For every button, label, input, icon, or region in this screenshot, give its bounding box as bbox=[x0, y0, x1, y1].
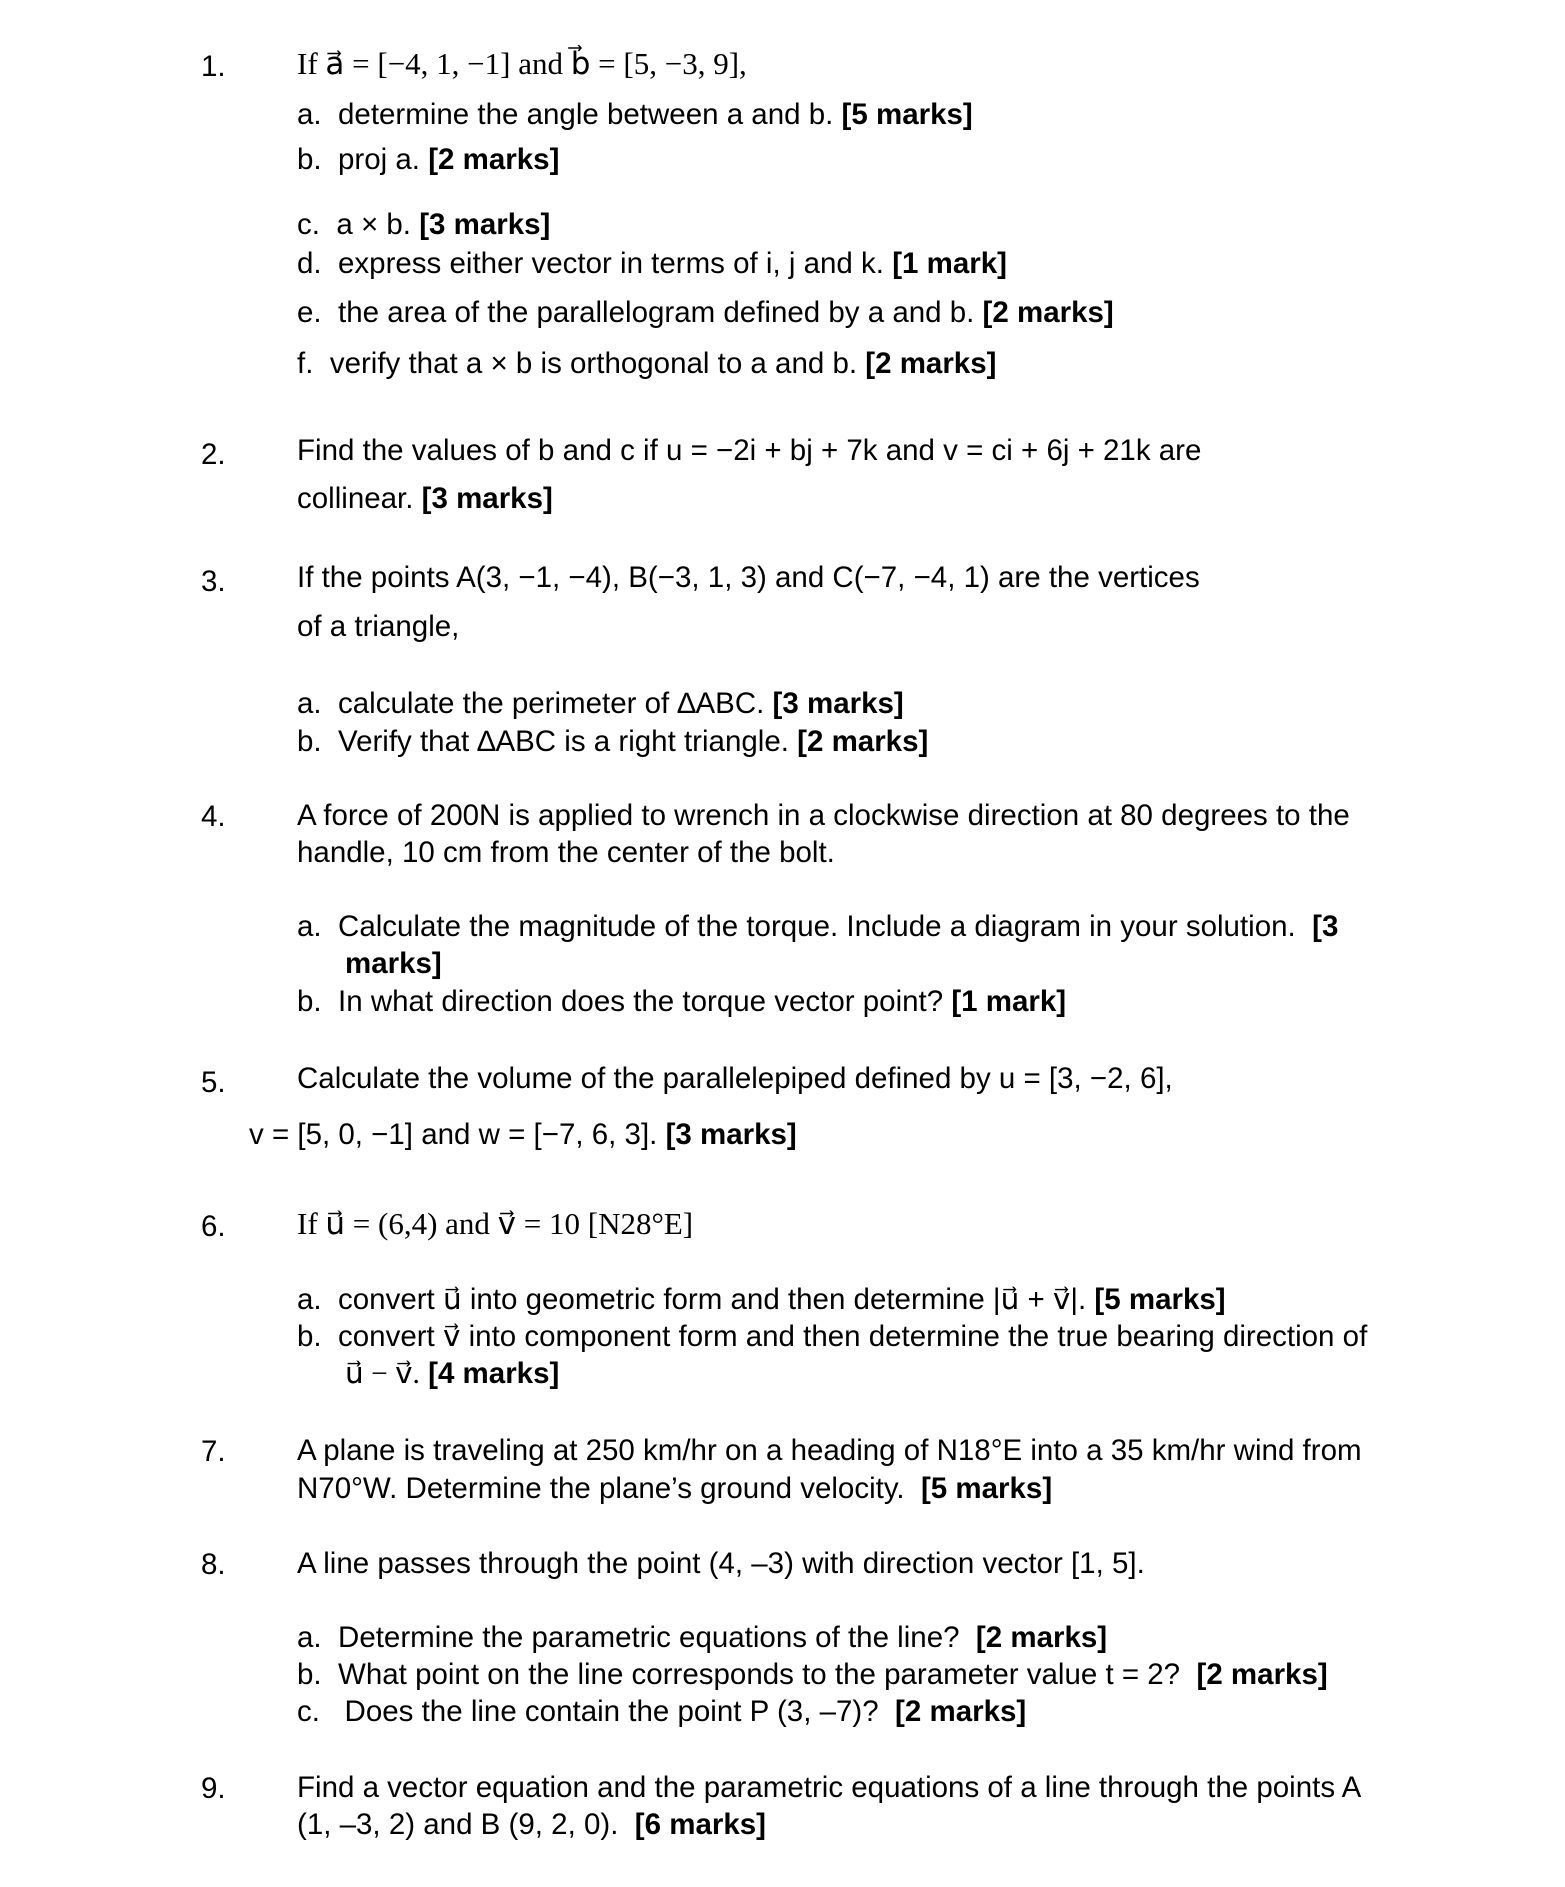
q1-part-d: d. express either vector in terms of i, j and k. [1 mark] bbox=[297, 247, 1007, 280]
q8-part-a: a. Determine the parametric equations of the line? [2 marks] bbox=[297, 1621, 1108, 1654]
q8-number: 8. bbox=[201, 1548, 226, 1581]
q4-part-b: b. In what direction does the torque vector point? [1 mark] bbox=[297, 985, 1067, 1018]
q1-part-f: f. verify that a × b is orthogonal to a and b. [2 marks] bbox=[297, 347, 997, 380]
q9-line2: (1, –3, 2) and B (9, 2, 0). [6 marks] bbox=[297, 1808, 766, 1841]
q1-number: 1. bbox=[201, 50, 226, 83]
q6-intro: If u⃗ = (6,4) and v⃗ = 10 [N28°E] bbox=[297, 1206, 694, 1241]
q2-number: 2. bbox=[201, 438, 226, 471]
q1-part-b: b. proj a. [2 marks] bbox=[297, 143, 560, 176]
q7-line2: N70°W. Determine the plane’s ground velocity. [5 marks] bbox=[297, 1472, 1053, 1505]
q9-number: 9. bbox=[201, 1772, 226, 1805]
q1-part-c: c. a × b. [3 marks] bbox=[297, 208, 551, 241]
q5-line2: v = [5, 0, −1] and w = [−7, 6, 3]. [3 marks] bbox=[249, 1118, 797, 1151]
q4-line2: handle, 10 cm from the center of the bolt. bbox=[297, 836, 835, 869]
q2-line2: collinear. [3 marks] bbox=[297, 482, 553, 515]
q9-line1: Find a vector equation and the parametric equations of a line through the points A bbox=[297, 1771, 1362, 1804]
q8-line1: A line passes through the point (4, –3) with direction vector [1, 5]. bbox=[297, 1547, 1145, 1580]
q3-line2: of a triangle, bbox=[297, 610, 460, 643]
q8-part-c: c. Does the line contain the point P (3, –7)? [2 marks] bbox=[297, 1695, 1027, 1728]
q5-number: 5. bbox=[201, 1066, 226, 1099]
q2-line1: Find the values of b and c if u = −2i + bj + 7k and v = ci + 6j + 21k are bbox=[297, 434, 1202, 467]
q3-number: 3. bbox=[201, 565, 226, 598]
q3-part-a: a. calculate the perimeter of ∆ABC. [3 marks] bbox=[297, 687, 904, 720]
q1-part-e: e. the area of the parallelogram defined by a and b. [2 marks] bbox=[297, 296, 1114, 329]
q1-intro: If a⃗ = [−4, 1, −1] and b⃗ = [5, −3, 9], bbox=[297, 46, 747, 81]
q1-part-a: a. determine the angle between a and b. [5 marks] bbox=[297, 98, 973, 131]
q5-line1: Calculate the volume of the parallelepiped defined by u = [3, −2, 6], bbox=[297, 1062, 1173, 1095]
q7-line1: A plane is traveling at 250 km/hr on a heading of N18°E into a 35 km/hr wind from bbox=[297, 1434, 1362, 1467]
q3-part-b: b. Verify that ∆ABC is a right triangle. [2 marks] bbox=[297, 725, 929, 758]
q6-part-b-cont: u⃗ − v⃗. [4 marks] bbox=[345, 1357, 560, 1390]
q3-line1: If the points A(3, −1, −4), B(−3, 1, 3) and C(−7, −4, 1) are the vertices bbox=[297, 561, 1200, 594]
q6-number: 6. bbox=[201, 1210, 226, 1243]
q4-number: 4. bbox=[201, 800, 226, 833]
q4-part-a-marks: marks] bbox=[345, 947, 442, 980]
q4-line1: A force of 200N is applied to wrench in a clockwise direction at 80 degrees to the bbox=[297, 799, 1350, 832]
q7-number: 7. bbox=[201, 1435, 226, 1468]
q6-part-b: b. convert v⃗ into component form and then determine the true bearing direction of bbox=[297, 1320, 1368, 1353]
q4-part-a: a. Calculate the magnitude of the torque. Include a diagram in your solution. [3 bbox=[297, 910, 1339, 943]
q8-part-b: b. What point on the line corresponds to the parameter value t = 2? [2 marks] bbox=[297, 1658, 1328, 1691]
q6-part-a: a. convert u⃗ into geometric form and then determine |u⃗ + v⃗|. [5 marks] bbox=[297, 1283, 1226, 1316]
